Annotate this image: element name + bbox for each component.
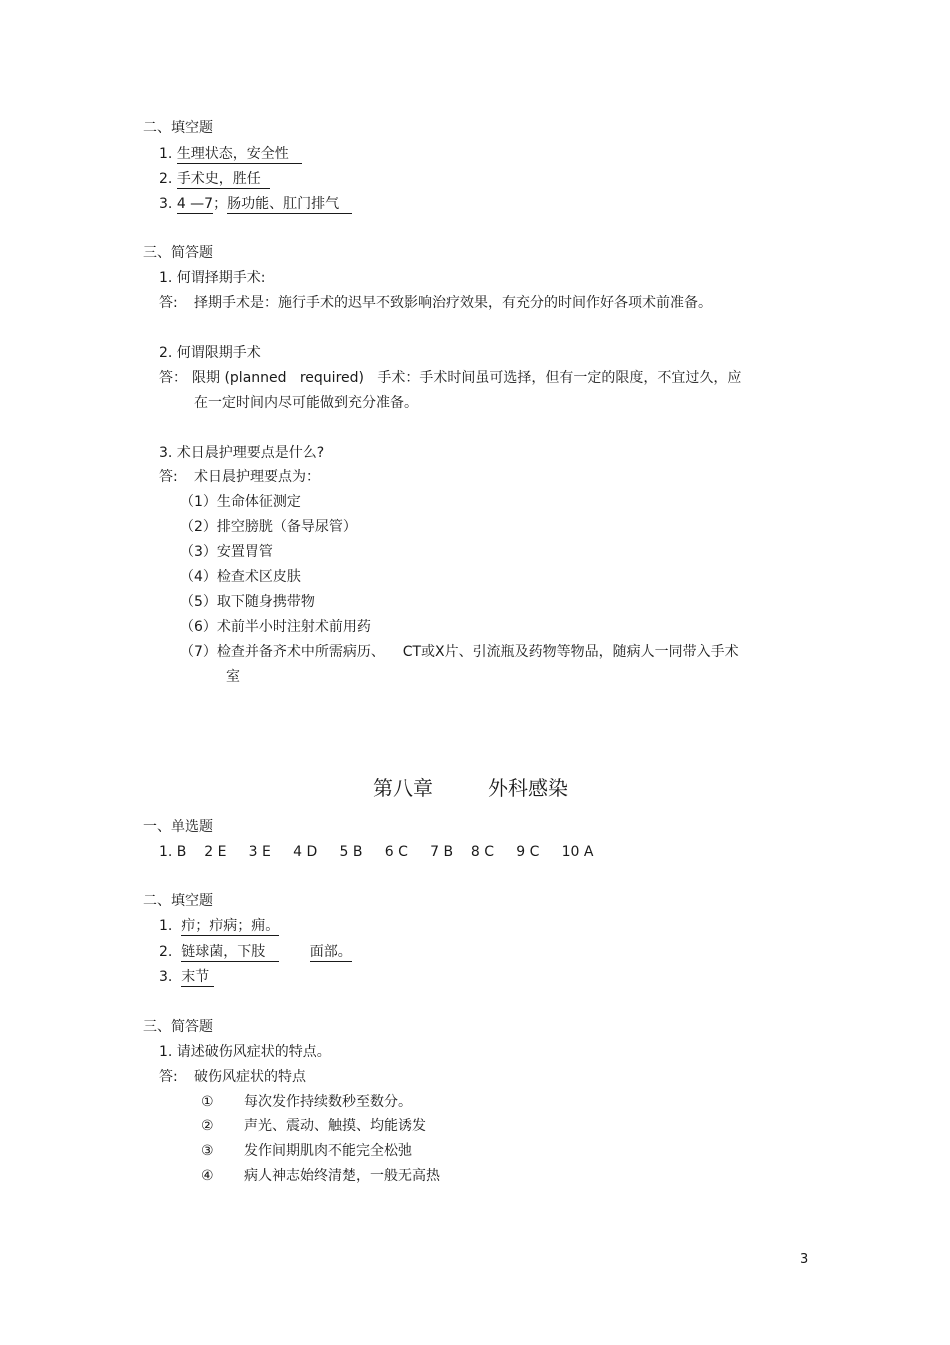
section-heading: 三、简答题 xyxy=(143,1019,213,1035)
section-heading: 二、填空题 xyxy=(143,893,213,909)
question: 3. 术日晨护理要点是什么? xyxy=(159,445,325,461)
question: 1. 请述破伤风症状的特点。 xyxy=(159,1044,331,1060)
answer-label: 答： xyxy=(159,370,187,386)
section-heading: 三、简答题 xyxy=(143,245,213,261)
fill-answer-2: 2. 链球菌，下肢 面部。 xyxy=(159,944,352,960)
fill-answer-3: 3. 末节 xyxy=(159,968,214,986)
list-item: 声光、震动、触摸、均能诱发 xyxy=(244,1118,426,1134)
answer-text: 术日晨护理要点为： xyxy=(194,469,320,485)
question: 2. 何谓限期手术 xyxy=(159,345,261,361)
fill-answer-1: 1. 疖；疖病；痈。 xyxy=(159,918,280,934)
list-item: （5）取下随身携带物 xyxy=(180,594,315,610)
question: 1. 何谓择期手术: xyxy=(159,270,266,286)
section-heading: 一、单选题 xyxy=(143,819,213,835)
answer-text: 在一定时间内尽可能做到充分准备。 xyxy=(194,395,418,411)
list-item: 每次发作持续数秒至数分。 xyxy=(244,1094,412,1110)
answer-label: 答: xyxy=(159,295,178,311)
fill-answer-1: 1. 生理状态，安全性 xyxy=(159,145,302,163)
answer-text: 限期 (planned required) 手术：手术时间虽可选择，但有一定的限度，不宜过久，应 xyxy=(192,370,742,386)
answer-text: 择期手术是：施行手术的迟早不致影响治疗效果，有充分的时间作好各项术前准备。 xyxy=(194,295,712,311)
list-item: （2）排空膀胱（备导尿管） xyxy=(180,519,357,535)
chapter-number: 第八章 xyxy=(373,776,433,800)
answer-text: 破伤风症状的特点 xyxy=(194,1069,306,1085)
list-item: 病人神志始终清楚，一般无高热 xyxy=(244,1168,440,1184)
list-item: （3）安置胃管 xyxy=(180,544,273,560)
section-heading: 二、填空题 xyxy=(143,120,213,136)
list-item-continuation: 室 xyxy=(226,669,240,685)
fill-answer-3: 3. 4 —7；肠功能、肛门排气 xyxy=(159,195,352,213)
choice-answers: 1. B 2 E 3 E 4 D 5 B 6 C 7 B 8 C 9 C 10 A xyxy=(159,844,594,860)
list-item: （6）术前半小时注射术前用药 xyxy=(180,619,371,635)
circled-number: ② xyxy=(201,1118,214,1134)
answer-label: 答: xyxy=(159,469,178,485)
page-number: 3 xyxy=(800,1252,809,1267)
answer-label: 答: xyxy=(159,1069,178,1085)
circled-number: ① xyxy=(201,1094,214,1110)
chapter-title: 外科感染 xyxy=(488,776,568,800)
list-item: 发作间期肌肉不能完全松弛 xyxy=(244,1143,412,1159)
circled-number: ④ xyxy=(201,1168,214,1184)
list-item: （1）生命体征测定 xyxy=(180,494,301,510)
list-item: （4）检查术区皮肤 xyxy=(180,569,301,585)
fill-answer-2: 2. 手术史，胜任 xyxy=(159,170,270,188)
circled-number: ③ xyxy=(201,1143,214,1159)
list-item: （7）检查并备齐术中所需病历、 CT或X片、引流瓶及药物等物品，随病人一同带入手术 xyxy=(180,644,739,660)
